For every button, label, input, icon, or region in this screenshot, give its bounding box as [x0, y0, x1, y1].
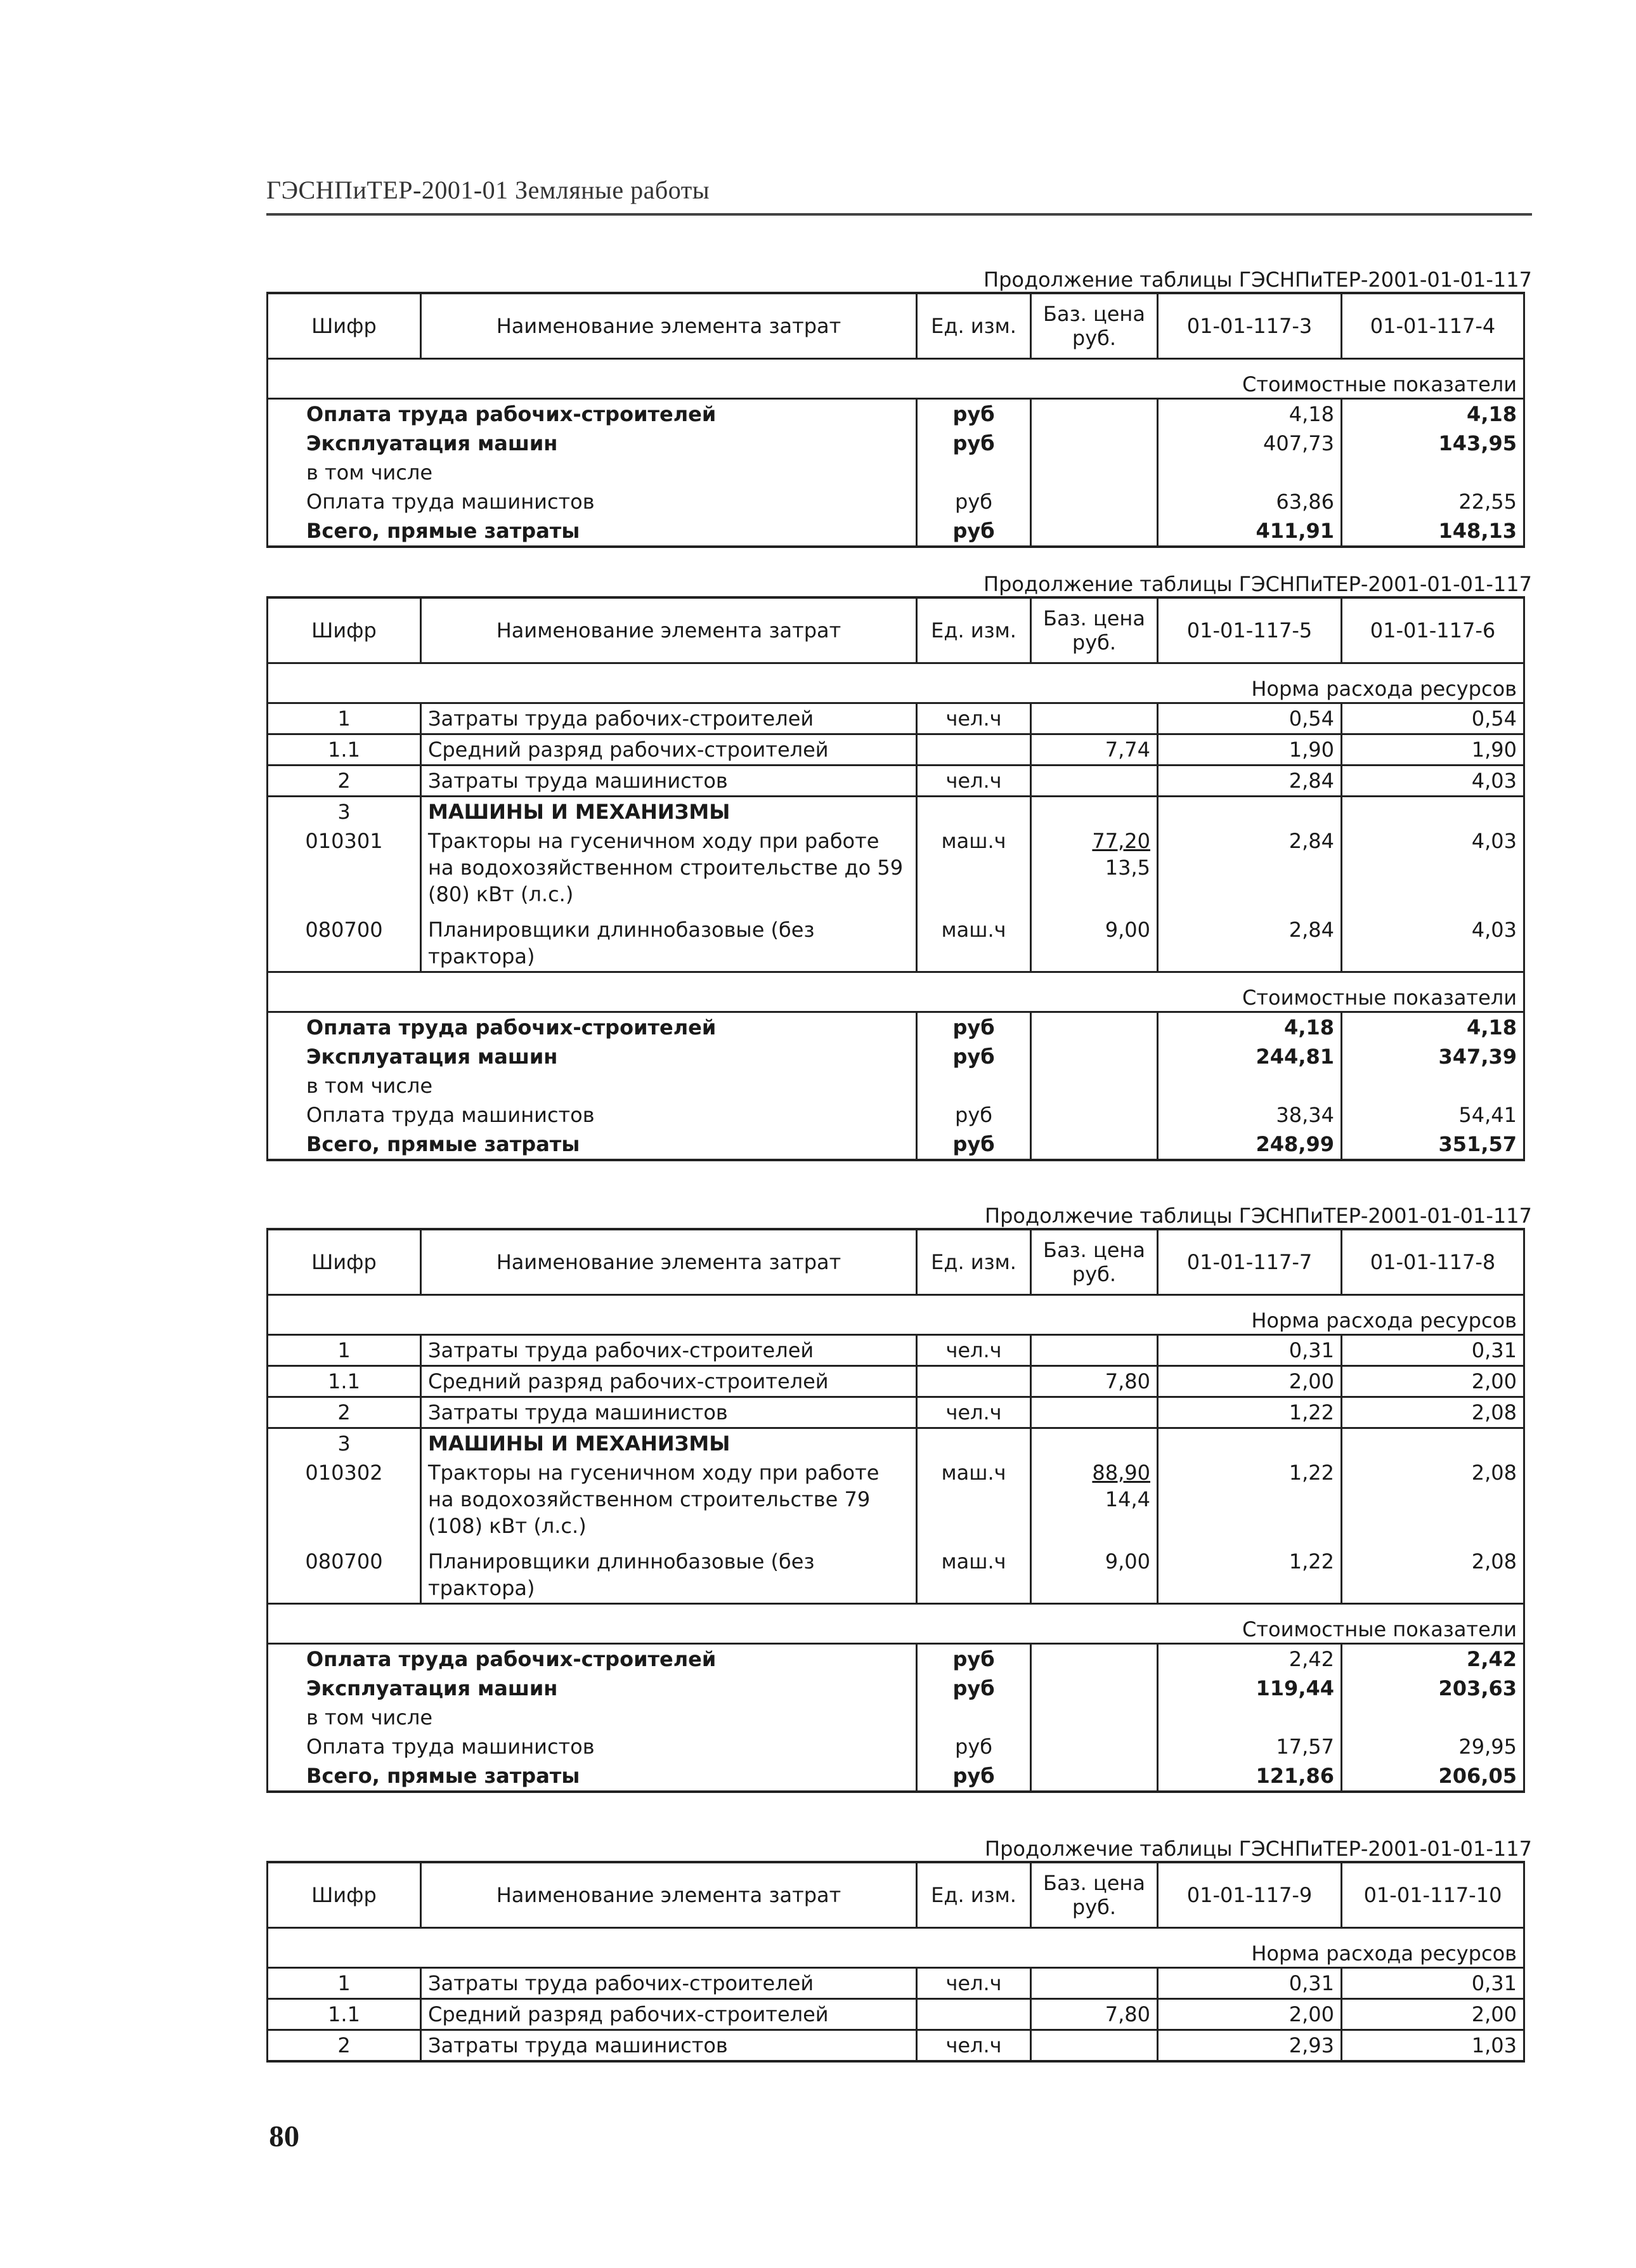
resource-name: Затраты труда машинистов	[421, 2030, 917, 2062]
value-b: 4,03	[1342, 766, 1524, 797]
col-variant-a-header: 01-01-117-7	[1158, 1229, 1342, 1295]
resource-code: 1.1	[268, 1366, 421, 1397]
norm-table-1	[266, 292, 1523, 548]
col-code-header: Шифр	[268, 1229, 421, 1295]
value-b: 2,00	[1342, 1366, 1524, 1397]
col-price-header: Баз. цена руб.	[1031, 1229, 1158, 1295]
col-variant-a-header: 01-01-117-3	[1158, 293, 1342, 359]
base-price: 88,90	[1092, 1461, 1150, 1485]
unit: чел.ч	[917, 2030, 1031, 2062]
section-label: Норма расхода ресурсов	[1158, 1928, 1524, 1968]
col-variant-a-header: 01-01-117-5	[1158, 597, 1342, 663]
machine-row	[268, 1458, 1524, 1541]
cost-row	[268, 1071, 1524, 1100]
resource-name: Средний разряд рабочих-строителей	[421, 1366, 917, 1397]
running-head: ГЭСНПиТЕР-2001-01 Земляные работы	[266, 176, 710, 204]
cost-label: Оплата труда машинистов	[268, 487, 917, 516]
table-caption: Продолжение таблицы ГЭСНПиТЕР-2001-01-01-117	[984, 572, 1532, 596]
value-b: 2,08	[1342, 1541, 1524, 1604]
resource-name: Затраты труда рабочих-строителей	[421, 1968, 917, 1999]
machine-name: Планировщики длиннобазовые (без трактора)	[421, 909, 917, 972]
unit: чел.ч	[917, 1968, 1031, 1999]
value-b: 29,95	[1342, 1732, 1524, 1761]
unit: маш.ч	[917, 1541, 1031, 1604]
value-a: 1,22	[1158, 1541, 1342, 1604]
cost-row	[268, 516, 1524, 547]
value-a: 2,42	[1158, 1644, 1342, 1674]
value-a: 2,00	[1158, 1999, 1342, 2030]
col-name-header: Наименование элемента затрат	[421, 293, 917, 359]
cost-row	[268, 1042, 1524, 1071]
cost-label: Оплата труда машинистов	[268, 1732, 917, 1761]
value-a: 2,00	[1158, 1366, 1342, 1397]
cost-row	[268, 1761, 1524, 1792]
table-header-row	[268, 1862, 1524, 1928]
cost-label: Всего, прямые затраты	[268, 1761, 917, 1792]
cost-row	[268, 399, 1524, 429]
col-name-header: Наименование элемента затрат	[421, 1229, 917, 1295]
section-row	[268, 359, 1524, 399]
resource-name: Средний разряд рабочих-строителей	[421, 1999, 917, 2030]
machine-row	[268, 826, 1524, 909]
operator-wage: 13,5	[1105, 856, 1150, 880]
section-row	[268, 663, 1524, 703]
cost-row	[268, 1674, 1524, 1703]
table-header-row	[268, 1229, 1524, 1295]
resource-name: МАШИНЫ И МЕХАНИЗМЫ	[421, 797, 917, 827]
machine-name: Планировщики длиннобазовые (без трактора)	[421, 1541, 917, 1604]
value-a: 0,31	[1158, 1335, 1342, 1366]
unit: чел.ч	[917, 766, 1031, 797]
cost-row	[268, 458, 1524, 487]
unit: маш.ч	[917, 909, 1031, 972]
value-a: 2,84	[1158, 766, 1342, 797]
value-a: 248,99	[1158, 1130, 1342, 1160]
unit: маш.ч	[917, 1458, 1031, 1541]
table-caption: Продолжечие таблицы ГЭСНПиТЕР-2001-01-01-117	[985, 1837, 1532, 1861]
cost-row	[268, 1703, 1524, 1732]
cost-label: Оплата труда рабочих-строителей	[268, 399, 917, 429]
resource-row	[268, 1335, 1524, 1366]
unit: руб	[917, 1761, 1031, 1792]
value-b: 4,18	[1342, 399, 1524, 429]
unit: руб	[917, 429, 1031, 458]
value-a: 4,18	[1158, 1012, 1342, 1043]
unit: маш.ч	[917, 826, 1031, 909]
machine-name: Тракторы на гусеничном ходу при работе на водохозяйственном строительстве до 59 (80) кВт (л.с.)	[421, 826, 917, 909]
unit: руб	[917, 1042, 1031, 1071]
base-price: 7,80	[1031, 1366, 1158, 1397]
value-b: 22,55	[1342, 487, 1524, 516]
value-b: 4,18	[1342, 1012, 1524, 1043]
value-a: 0,31	[1158, 1968, 1342, 1999]
resource-row	[268, 703, 1524, 734]
resource-code: 1	[268, 1968, 421, 1999]
value-b: 1,90	[1342, 734, 1524, 766]
col-variant-b-header: 01-01-117-6	[1342, 597, 1524, 663]
col-variant-b-header: 01-01-117-10	[1342, 1862, 1524, 1928]
resource-name: Затраты труда рабочих-строителей	[421, 1335, 917, 1366]
value-a: 119,44	[1158, 1674, 1342, 1703]
unit: руб	[917, 1732, 1031, 1761]
cost-row	[268, 1732, 1524, 1761]
cost-label: Всего, прямые затраты	[268, 1130, 917, 1160]
resource-code: 2	[268, 1397, 421, 1428]
cost-row	[268, 1100, 1524, 1130]
resource-row	[268, 766, 1524, 797]
machine-row	[268, 1541, 1524, 1604]
col-unit-header: Ед. изм.	[917, 293, 1031, 359]
resource-name: МАШИНЫ И МЕХАНИЗМЫ	[421, 1428, 917, 1459]
unit: руб	[917, 516, 1031, 547]
value-a: 411,91	[1158, 516, 1342, 547]
col-code-header: Шифр	[268, 293, 421, 359]
machine-code: 010301	[268, 826, 421, 909]
value-b: 0,54	[1342, 703, 1524, 734]
value-a: 1,90	[1158, 734, 1342, 766]
value-a: 1,22	[1158, 1458, 1342, 1541]
cost-row	[268, 429, 1524, 458]
cost-label: Эксплуатация машин	[268, 429, 917, 458]
resource-row	[268, 2030, 1524, 2062]
table-header-row	[268, 293, 1524, 359]
resource-code: 3	[268, 1428, 421, 1459]
resource-name: Средний разряд рабочих-строителей	[421, 734, 917, 766]
section-row	[268, 1604, 1524, 1644]
col-variant-a-header: 01-01-117-9	[1158, 1862, 1342, 1928]
resource-code: 1	[268, 1335, 421, 1366]
norm-table-3	[266, 1228, 1523, 1793]
section-label: Норма расхода ресурсов	[1158, 1295, 1524, 1335]
base-price: 9,00	[1031, 1541, 1158, 1604]
value-b: 203,63	[1342, 1674, 1524, 1703]
value-b: 0,31	[1342, 1968, 1524, 1999]
table-caption: Продолжение таблицы ГЭСНПиТЕР-2001-01-01-117	[984, 268, 1532, 292]
value-b: 4,03	[1342, 909, 1524, 972]
value-b: 143,95	[1342, 429, 1524, 458]
value-b: 2,08	[1342, 1458, 1524, 1541]
col-unit-header: Ед. изм.	[917, 1862, 1031, 1928]
cost-row	[268, 487, 1524, 516]
unit: руб	[917, 1644, 1031, 1674]
section-row	[268, 1928, 1524, 1968]
resource-code: 1.1	[268, 734, 421, 766]
unit: чел.ч	[917, 703, 1031, 734]
value-b: 1,03	[1342, 2030, 1524, 2062]
resource-row	[268, 1366, 1524, 1397]
value-b: 148,13	[1342, 516, 1524, 547]
value-a: 17,57	[1158, 1732, 1342, 1761]
value-b: 0,31	[1342, 1335, 1524, 1366]
operator-wage: 14,4	[1105, 1487, 1150, 1511]
base-price: 7,80	[1031, 1999, 1158, 2030]
col-variant-b-header: 01-01-117-8	[1342, 1229, 1524, 1295]
unit: руб	[917, 1012, 1031, 1043]
section-row	[268, 972, 1524, 1012]
cost-label: в том числе	[268, 1071, 917, 1100]
value-a: 2,93	[1158, 2030, 1342, 2062]
resource-code: 2	[268, 766, 421, 797]
machine-name: Тракторы на гусеничном ходу при работе на водохозяйственном строительстве 79 (108) кВт (л.с.)	[421, 1458, 917, 1541]
unit: чел.ч	[917, 1335, 1031, 1366]
value-b: 206,05	[1342, 1761, 1524, 1792]
value-b: 4,03	[1342, 826, 1524, 909]
value-a: 2,84	[1158, 909, 1342, 972]
col-code-header: Шифр	[268, 597, 421, 663]
page-number: 80	[269, 2121, 299, 2153]
resource-row	[268, 1999, 1524, 2030]
value-a: 121,86	[1158, 1761, 1342, 1792]
table-header-row	[268, 597, 1524, 663]
value-a: 38,34	[1158, 1100, 1342, 1130]
base-price: 7,74	[1031, 734, 1158, 766]
resource-name: Затраты труда рабочих-строителей	[421, 703, 917, 734]
norm-table-4	[266, 1861, 1523, 2063]
value-b: 351,57	[1342, 1130, 1524, 1160]
value-b: 347,39	[1342, 1042, 1524, 1071]
resource-code: 2	[268, 2030, 421, 2062]
resource-name: Затраты труда машинистов	[421, 1397, 917, 1428]
resource-row	[268, 1968, 1524, 1999]
base-price: 9,00	[1031, 909, 1158, 972]
cost-label: Всего, прямые затраты	[268, 516, 917, 547]
cost-label: Эксплуатация машин	[268, 1674, 917, 1703]
table-caption: Продолжечие таблицы ГЭСНПиТЕР-2001-01-01-117	[985, 1204, 1532, 1228]
cost-label: в том числе	[268, 458, 917, 487]
section-label: Стоимостные показатели	[1158, 972, 1524, 1012]
resource-code: 1	[268, 703, 421, 734]
cost-label: Эксплуатация машин	[268, 1042, 917, 1071]
unit: руб	[917, 487, 1031, 516]
section-row	[268, 1295, 1524, 1335]
col-price-header: Баз. цена руб.	[1031, 597, 1158, 663]
value-a: 4,18	[1158, 399, 1342, 429]
value-b: 2,08	[1342, 1397, 1524, 1428]
unit: чел.ч	[917, 1397, 1031, 1428]
value-a: 0,54	[1158, 703, 1342, 734]
value-b: 2,42	[1342, 1644, 1524, 1674]
value-a: 1,22	[1158, 1397, 1342, 1428]
unit: руб	[917, 1674, 1031, 1703]
resource-row	[268, 734, 1524, 766]
cost-row	[268, 1644, 1524, 1674]
value-a: 63,86	[1158, 487, 1342, 516]
section-label: Стоимостные показатели	[1158, 359, 1524, 399]
resource-row	[268, 1428, 1524, 1459]
header-rule	[266, 213, 1532, 216]
col-price-header: Баз. цена руб.	[1031, 1862, 1158, 1928]
section-label: Стоимостные показатели	[1158, 1604, 1524, 1644]
norm-table-2	[266, 596, 1523, 1161]
cost-row	[268, 1130, 1524, 1160]
value-a: 2,84	[1158, 826, 1342, 909]
col-variant-b-header: 01-01-117-4	[1342, 293, 1524, 359]
resource-name: Затраты труда машинистов	[421, 766, 917, 797]
cost-label: Оплата труда рабочих-строителей	[268, 1644, 917, 1674]
col-name-header: Наименование элемента затрат	[421, 1862, 917, 1928]
cost-label: в том числе	[268, 1703, 917, 1732]
value-a: 244,81	[1158, 1042, 1342, 1071]
unit: руб	[917, 1100, 1031, 1130]
col-price-header: Баз. цена руб.	[1031, 293, 1158, 359]
resource-code: 1.1	[268, 1999, 421, 2030]
machine-code: 010302	[268, 1458, 421, 1541]
machine-row	[268, 909, 1524, 972]
col-unit-header: Ед. изм.	[917, 597, 1031, 663]
machine-code: 080700	[268, 909, 421, 972]
cost-row	[268, 1012, 1524, 1043]
unit: руб	[917, 399, 1031, 429]
cost-label: Оплата труда машинистов	[268, 1100, 917, 1130]
base-price: 77,20	[1092, 829, 1150, 853]
value-a: 407,73	[1158, 429, 1342, 458]
col-code-header: Шифр	[268, 1862, 421, 1928]
resource-row	[268, 1397, 1524, 1428]
resource-code: 3	[268, 797, 421, 827]
unit: руб	[917, 1130, 1031, 1160]
section-label: Норма расхода ресурсов	[1158, 663, 1524, 703]
machine-code: 080700	[268, 1541, 421, 1604]
cost-label: Оплата труда рабочих-строителей	[268, 1012, 917, 1043]
value-b: 2,00	[1342, 1999, 1524, 2030]
col-unit-header: Ед. изм.	[917, 1229, 1031, 1295]
col-name-header: Наименование элемента затрат	[421, 597, 917, 663]
value-b: 54,41	[1342, 1100, 1524, 1130]
resource-row	[268, 797, 1524, 827]
